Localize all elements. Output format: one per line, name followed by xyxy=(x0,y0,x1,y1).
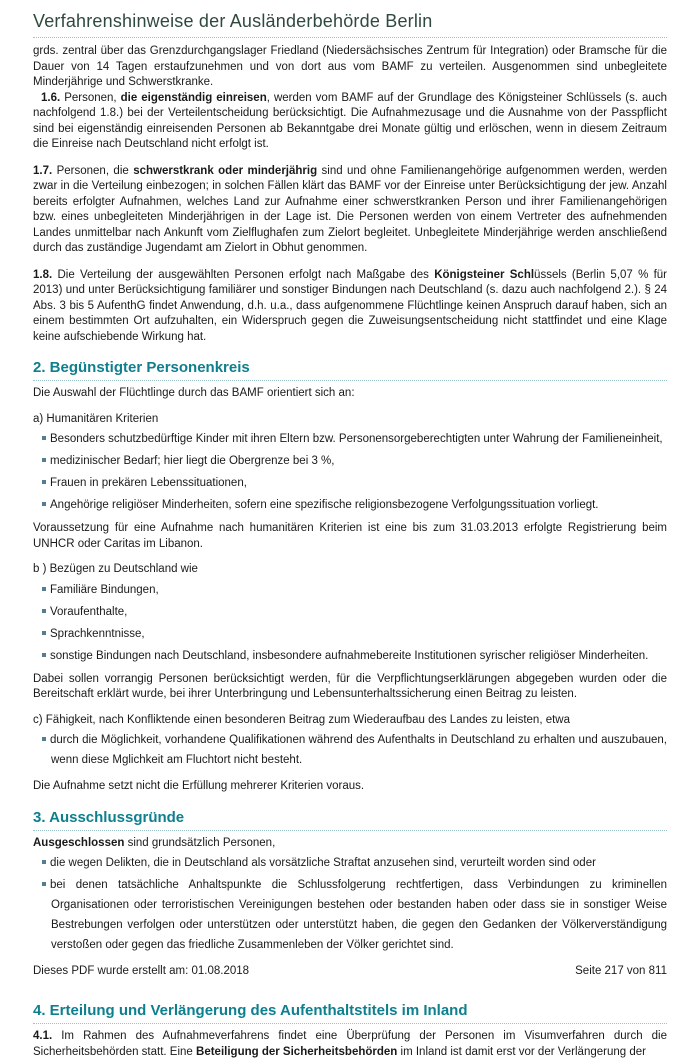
bold-phrase: schwerstkrank oder minderjährig xyxy=(133,164,318,177)
footer-page-number: Seite 217 von 811 xyxy=(575,965,667,977)
paragraph-text: üssels (Berlin 5,07 % für 2013) und unter Berücksichtigung familiärer und sonstiger Bindungen nach Deutschland (s. dazu auch nachfolgend 2.). § 24 Abs. 3 bis 5 AufenthG findet Anwendung, d.h. u.a., dass aufgenommene Flüchtlinge keinen Anspruch darauf haben, sich an einem bestimmten Ort aufzuhalten, ein Widerspruch gegen die Zuweisungsentscheidung nicht stattfindet und eine Klage keine aufschiebende Wirkung hat. xyxy=(33,268,667,343)
list-item: durch die Möglichkeit, vorhandene Qualifikationen während des Aufenthalts in Deutschland zu erhalten und auszubauen, wenn diese Mglichkeit am Fluchtort nicht besteht. xyxy=(42,730,667,770)
list-item: bei denen tatsächliche Anhaltspunkte die Schlussfolgerung rechtfertigen, dass Verbindungen zu kriminellen Organisationen oder terroristischen Vereinigungen bestehen oder bestanden haben oder dass sie in sonstiger Weise Bestrebungen verfolgen oder unterstützen oder unterstützt haben, die gegen den Gedanken der Völkerverständigung verstoßen oder gegen das friedliche Zusammenleben der Völker gerichtet sind. xyxy=(42,875,667,955)
criteria-b-label: b ) Bezügen zu Deutschland wie xyxy=(33,563,198,575)
paragraph-text: sind und ohne Familienangehörige aufgenommen werden, werden zwar in die Verteilung einbezogen; in solchen Fällen klärt das BAMF vor der Einreise unter Berücksichtigung der jew. Anzahl bereits erfolgter Aufnahmen, welches Land zur Aufnahme einer schwerstkranken Person und ihrer Familienangehörigen bzw. eines unbegleiteten Minderjährigen in der Lage ist. Die Personen werden von einem Vertreter des aufnehmenden Landes unmittelbar nach Ankunft vom Zielflughafen zum Zielort begleitet. Unbegleitete Minderjährige werden anschließend durch das zuständige Jugendamt am Zielort in Obhut genommen. xyxy=(33,164,668,254)
document-title: Verfahrenshinweise der Ausländerbehörde Berlin xyxy=(33,9,667,38)
germany-ties-list xyxy=(42,580,667,666)
list-item: Sprachkenntnisse, xyxy=(42,624,667,644)
rebuild-ability-list xyxy=(42,730,667,770)
page-footer xyxy=(33,964,667,979)
list-item: Voraufenthalte, xyxy=(42,602,667,622)
paragraph-intro: grds. zentral über das Grenzdurchgangslager Friedland (Niedersächsisches Zentrum für Integration) oder Bramsche für die Dauer von 14 Tagen erstaufzunehmen und von dort aus vom BAMF zu verteilen. Ausgenommen sind unbegleitete Minderjährige und Schwerstkranke. xyxy=(33,45,667,88)
paragraph-text: Personen, xyxy=(60,91,121,104)
list-item: die wegen Delikten, die in Deutschland als vorsätzliche Straftat anzusehen sind, verurteilt worden sind oder xyxy=(42,853,667,873)
list-item: Frauen in prekären Lebenssituationen, xyxy=(42,473,667,493)
list-item: medizinischer Bedarf; hier liegt die Obergrenze bei 3 %, xyxy=(42,451,667,471)
bold-phrase: Ausgeschlossen xyxy=(33,836,125,849)
paragraph-1-8 xyxy=(33,268,667,346)
paragraph-text: im Inland ist damit erst vor der Verlängerung der xyxy=(397,1045,646,1058)
bold-phrase: die eigenständig einreisen xyxy=(120,91,267,104)
paragraph-number: 1.7. xyxy=(33,164,53,177)
paragraph-number: 4.1. xyxy=(33,1030,53,1042)
paragraph-number: 1.8. xyxy=(33,268,53,281)
paragraph-text: Die Verteilung der ausgewählten Personen erfolgt nach Maßgabe des xyxy=(52,268,435,281)
section-2-heading: 2. Begünstigter Personenkreis xyxy=(33,358,667,381)
list-item: Familiäre Bindungen, xyxy=(42,580,667,600)
paragraph-1-7 xyxy=(33,164,667,257)
paragraph-number: 1.6. xyxy=(41,91,61,104)
criteria-a-label: a) Humanitären Kriterien xyxy=(33,412,159,425)
list-item: Angehörige religiöser Minderheiten, sofern eine spezifische religionsbezogene Verfolgungssituation vorliegt. xyxy=(42,495,667,515)
section-3-heading: 3. Ausschlussgründe xyxy=(33,808,667,831)
footer-created-date: Dieses PDF wurde erstellt am: 01.08.2018 xyxy=(33,965,250,977)
criteria-a-note: Voraussetzung für eine Aufnahme nach humanitären Kriterien ist eine bis zum 31.03.2013 erfolgte Registrierung beim UNHCR oder Caritas im Libanon. xyxy=(33,522,667,550)
paragraph-text: Im Rahmen des Aufnahmeverfahrens findet eine Überprüfung der Personen im Visumverfahren durch die Sicherheitsbehörden statt. Eine xyxy=(33,1030,667,1058)
section-2-closing: Die Aufnahme setzt nicht die Erfüllung mehrerer Kriterien voraus. xyxy=(33,780,365,792)
list-item: Besonders schutzbedürftige Kinder mit ihren Eltern bzw. Personensorgeberechtigten unter Wahrung der Familieneinheit, xyxy=(42,429,667,449)
exclusion-list xyxy=(42,853,667,955)
bold-phrase: Beteiligung der Sicherheitsbehörden xyxy=(196,1045,398,1058)
bold-phrase: Königsteiner Schl xyxy=(434,268,535,281)
section-3-intro xyxy=(33,836,667,852)
paragraph-text: sind grundsätzlich Personen, xyxy=(124,836,276,849)
section-4-heading: 4. Erteilung und Verlängerung des Aufenthaltstitels im Inland xyxy=(33,1001,667,1024)
criteria-b-note: Dabei sollen vorrangig Personen berücksichtigt werden, für die Verpflichtungserklärungen abgegeben wurden oder die Bereitschaft erklärt wurde, bei ihrer Unterbringung und Lebensunterhaltssicherung einen Beitrag zu leisten. xyxy=(33,672,667,700)
paragraph-text: Personen, die xyxy=(52,164,134,177)
list-item: sonstige Bindungen nach Deutschland, insbesondere aufnahmebereite Institutionen syrischer religiöser Minderheiten. xyxy=(42,646,667,666)
criteria-c-label: c) Fähigkeit, nach Konfliktende einen besonderen Beitrag zum Wiederaufbau des Landes zu leisten, etwa xyxy=(33,713,570,726)
paragraph-4-1 xyxy=(33,1029,667,1060)
paragraph-text: , werden vom BAMF auf der Grundlage des Königsteiner Schlüssels (s. auch nachfolgend 1.8.) bei der Verteilentscheidung berücksichtigt. Die Aufnahmezusage und die Ausnahme von der Passpflicht sind bei eigenständig einreisenden Personen ab Bekanntgabe drei Monate gültig und erlöschen, wenn in diesem Zeitraum die Einreise nach Deutschland nicht erfolgt ist. xyxy=(33,91,667,150)
paragraph-1-6 xyxy=(33,91,667,153)
humanitarian-criteria-list xyxy=(42,429,667,515)
section-2-intro: Die Auswahl der Flüchtlinge durch das BAMF orientiert sich an: xyxy=(33,387,355,399)
